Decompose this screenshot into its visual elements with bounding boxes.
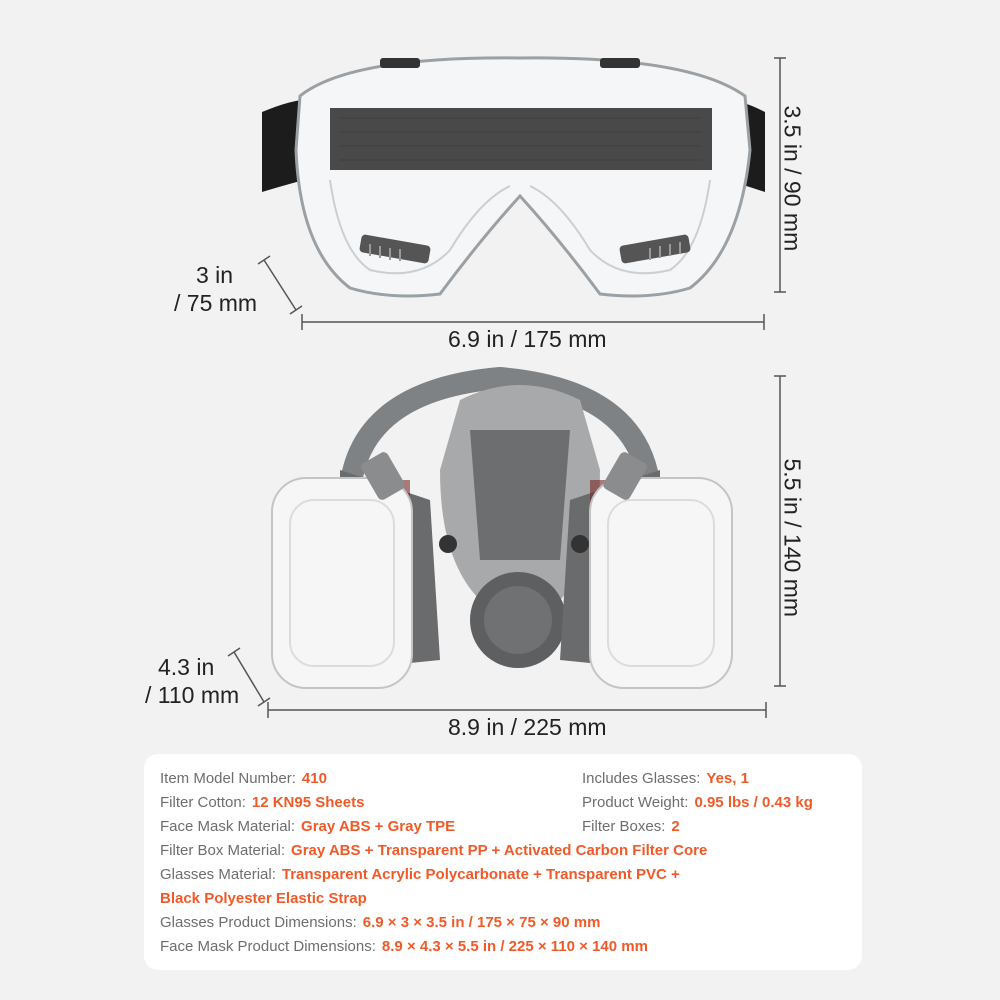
spec-filter-box-material	[160, 842, 707, 859]
spec-mask-dims-value: 8.9 × 4.3 × 5.5 in / 225 × 110 × 140 mm	[381, 938, 648, 955]
spec-glasses-dims	[160, 914, 600, 931]
spec-filter-boxes-value: 2	[671, 818, 680, 835]
goggles-depth-label-line2: / 75 mm	[174, 290, 258, 316]
spec-glasses-material-value: Transparent Acrylic Polycarbonate + Transparent PVC +	[281, 866, 680, 883]
spec-filter-cotton-label: Filter Cotton:	[160, 794, 246, 811]
spec-filter-box-material-label: Filter Box Material:	[160, 842, 286, 859]
goggles-width-label: 6.9 in / 175 mm	[448, 326, 607, 352]
spec-weight-label: Product Weight:	[582, 794, 689, 811]
spec-includes-glasses	[582, 770, 749, 787]
spec-model-label: Item Model Number:	[160, 770, 296, 787]
spec-model	[160, 770, 327, 787]
spec-glasses-material-value-line2: Black Polyester Elastic Strap	[160, 890, 367, 907]
spec-filter-cotton-value: 12 KN95 Sheets	[251, 794, 365, 811]
spec-includes-glasses-value: Yes, 1	[706, 770, 749, 787]
spec-glasses-material-label: Glasses Material:	[160, 866, 276, 883]
mask-depth-label-line1: 4.3 in	[158, 654, 215, 680]
goggles-depth-label-line1: 3 in	[196, 262, 234, 288]
spec-glasses-dims-label: Glasses Product Dimensions:	[160, 914, 357, 931]
mask-height-label: 5.5 in / 140 mm	[779, 458, 806, 618]
spec-filter-cotton	[160, 794, 364, 811]
spec-mask-dims-label: Face Mask Product Dimensions:	[160, 938, 376, 955]
specifications-card	[144, 754, 862, 970]
spec-mask-material	[160, 818, 455, 835]
spec-mask-material-label: Face Mask Material:	[160, 818, 296, 835]
spec-glasses-material	[160, 866, 680, 883]
spec-mask-material-value: Gray ABS + Gray TPE	[301, 818, 456, 835]
spec-filter-boxes	[582, 818, 680, 835]
spec-includes-glasses-label: Includes Glasses:	[582, 770, 701, 787]
spec-filter-box-material-value: Gray ABS + Transparent PP + Activated Carbon Filter Core	[291, 842, 708, 859]
spec-filter-boxes-label: Filter Boxes:	[582, 818, 666, 835]
spec-glasses-material-line2	[160, 890, 367, 907]
spec-weight	[582, 794, 813, 811]
goggles-height-label: 3.5 in / 90 mm	[779, 105, 806, 252]
spec-mask-dims	[160, 938, 648, 955]
mask-depth-label-line2: / 110 mm	[145, 682, 240, 708]
spec-weight-value: 0.95 lbs / 0.43 kg	[694, 794, 813, 811]
mask-width-label: 8.9 in / 225 mm	[448, 714, 607, 740]
spec-glasses-dims-value: 6.9 × 3 × 3.5 in / 175 × 75 × 90 mm	[362, 914, 601, 931]
spec-model-value: 410	[301, 770, 327, 787]
